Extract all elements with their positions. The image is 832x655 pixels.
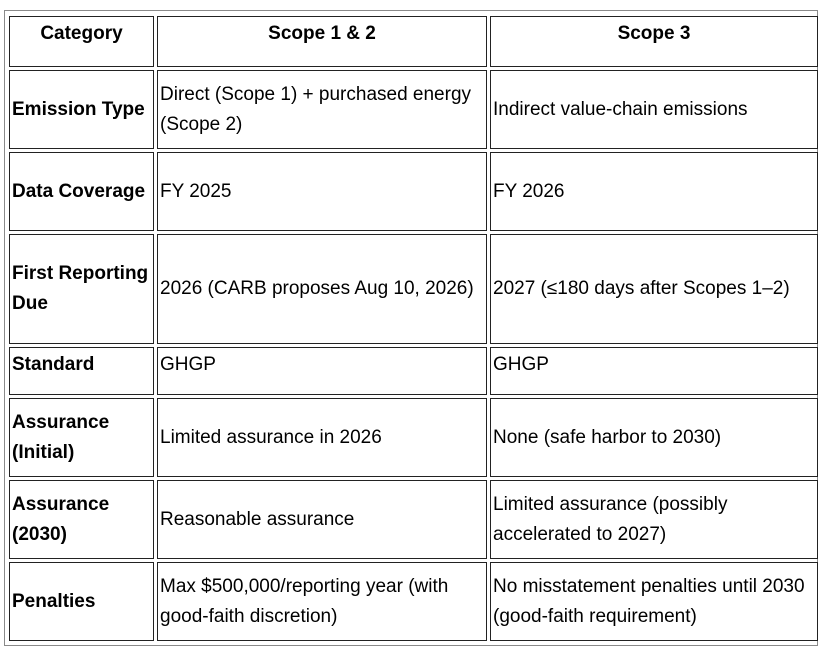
row-category: Emission Type bbox=[9, 70, 154, 149]
table-row bbox=[9, 234, 818, 344]
table-row bbox=[9, 347, 818, 395]
row-scope-1-2-value: Direct (Scope 1) + purchased energy (Scope 2) bbox=[157, 70, 487, 149]
row-scope-3-value: FY 2026 bbox=[490, 152, 818, 231]
table-row bbox=[9, 152, 818, 231]
table-row bbox=[9, 480, 818, 559]
row-category: Data Coverage bbox=[9, 152, 154, 231]
row-scope-1-2-value: FY 2025 bbox=[157, 152, 487, 231]
table-row bbox=[9, 398, 818, 477]
row-scope-1-2-value: Reasonable assurance bbox=[157, 480, 487, 559]
table-row bbox=[9, 562, 818, 641]
row-scope-1-2-value: 2026 (CARB proposes Aug 10, 2026) bbox=[157, 234, 487, 344]
row-scope-3-value: None (safe harbor to 2030) bbox=[490, 398, 818, 477]
row-scope-3-value: GHGP bbox=[490, 347, 818, 395]
row-scope-1-2-value: Limited assurance in 2026 bbox=[157, 398, 487, 477]
row-scope-1-2-value: Max $500,000/reporting year (with good-faith discretion) bbox=[157, 562, 487, 641]
emissions-comparison-table bbox=[6, 13, 821, 644]
row-scope-3-value: 2027 (≤180 days after Scopes 1–2) bbox=[490, 234, 818, 344]
row-category: First Reporting Due bbox=[9, 234, 154, 344]
row-category: Standard bbox=[9, 347, 154, 395]
row-scope-3-value: Limited assurance (possibly accelerated to 2027) bbox=[490, 480, 818, 559]
table-header-row bbox=[9, 16, 818, 67]
row-scope-3-value: Indirect value-chain emissions bbox=[490, 70, 818, 149]
row-category: Assurance (2030) bbox=[9, 480, 154, 559]
row-scope-3-value: No misstatement penalties until 2030 (good-faith requirement) bbox=[490, 562, 818, 641]
header-scope-3: Scope 3 bbox=[490, 16, 818, 67]
row-category: Penalties bbox=[9, 562, 154, 641]
row-scope-1-2-value: GHGP bbox=[157, 347, 487, 395]
table-row bbox=[9, 70, 818, 149]
header-category: Category bbox=[9, 16, 154, 67]
header-scope-1-2: Scope 1 & 2 bbox=[157, 16, 487, 67]
row-category: Assurance (Initial) bbox=[9, 398, 154, 477]
